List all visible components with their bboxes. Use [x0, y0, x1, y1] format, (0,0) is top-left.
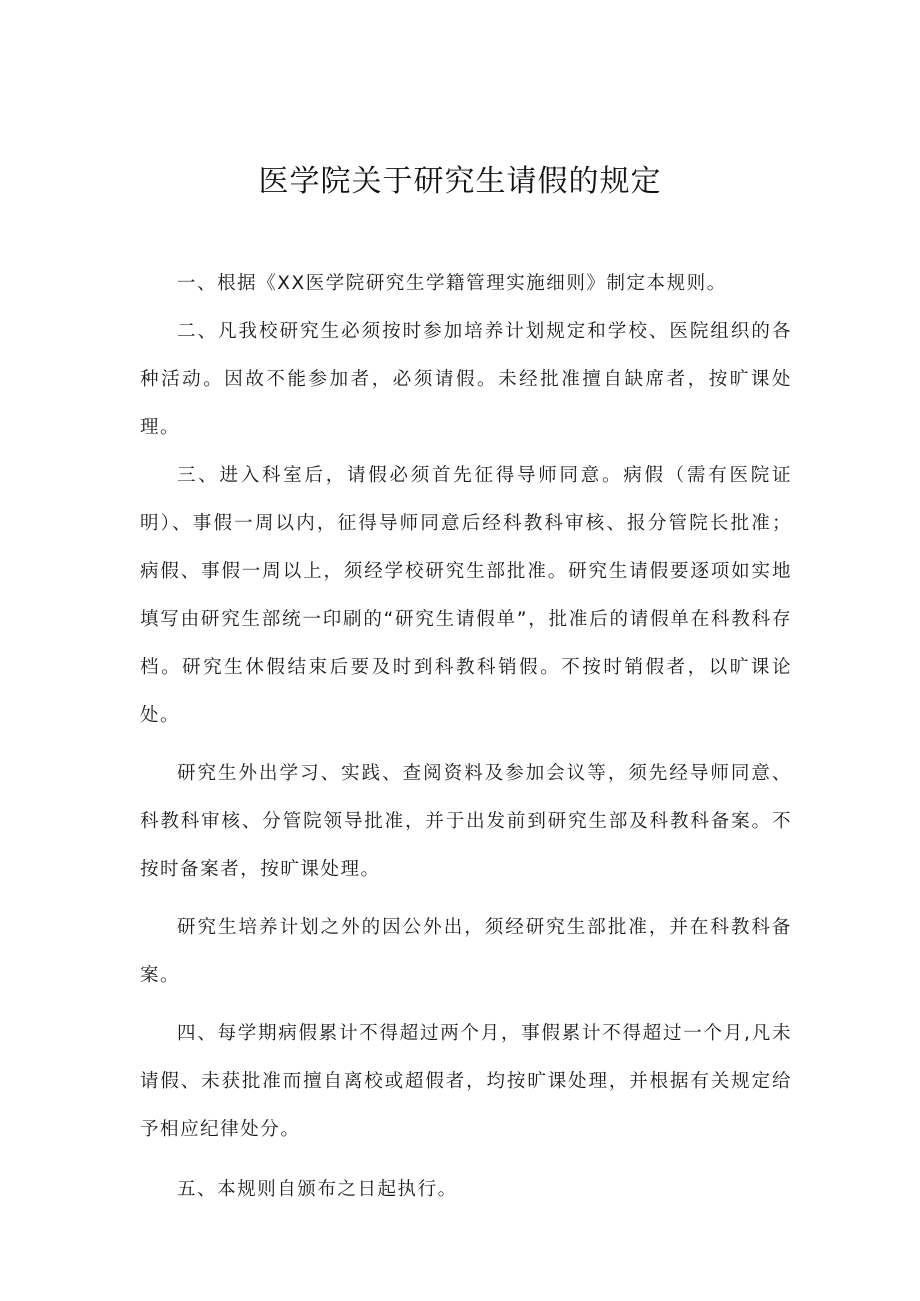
paragraph-6: 四、每学期病假累计不得超过两个月，事假累计不得超过一个月,凡未请假、未获批准而擅自离校或超假者，均按旷课处理，并根据有关规定给予相应纪律处分。 [140, 1023, 792, 1140]
paragraph-4: 研究生外出学习、实践、查阅资料及参加会议等，须先经导师同意、科教科审核、分管院领导批准，并于出发前到研究生部及科教科备案。不按时备案者，按旷课处理。 [140, 763, 792, 880]
document-body [140, 260, 792, 1214]
paragraph-3: 三、进入科室后，请假必须首先征得导师同意。病假（需有医院证明）、事假一周以内，征得导师同意后经科教科审核、报分管院长批准；病假、事假一周以上，须经学校研究生部批准。研究生请假要逐项如实地填写由研究生部统一印刷的“研究生请假单”，批准后的请假单在科教科存档。研究生休假结束后要及时到科教科销假。不按时销假者，以旷课论处。 [140, 465, 792, 726]
paragraph-1: 一、根据《XX医学院研究生学籍管理实施细则》制定本规则。 [177, 273, 727, 294]
paragraph-7: 五、本规则自颁布之日起执行。 [177, 1179, 458, 1200]
paragraph-2: 二、凡我校研究生必须按时参加培养计划规定和学校、医院组织的各种活动。因故不能参加者，必须请假。未经批准擅自缺席者，按旷课处理。 [140, 321, 792, 438]
paragraph-5: 研究生培养计划之外的因公外出，须经研究生部批准，并在科教科备案。 [140, 917, 792, 986]
document-title: 医学院关于研究生请假的规定 [258, 164, 662, 199]
